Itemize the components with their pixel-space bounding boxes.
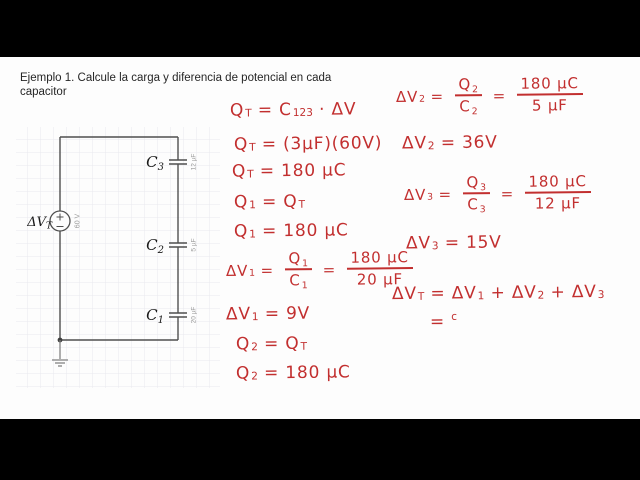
capacitor-c1-value: 20 µF xyxy=(190,306,198,324)
equation-dv1-result: ΔV 1 = 9V xyxy=(225,303,311,325)
fraction: $\frac{\text{180 µC}}{\text{20 µF}}$ xyxy=(346,249,413,289)
grid-paper xyxy=(16,127,220,388)
equation-qt-result: Q T = 180 µC xyxy=(231,160,347,182)
equation-q2-equals-qt: Q 2 = Q T xyxy=(235,333,308,355)
source-value: 60 V xyxy=(74,213,82,229)
equation-qt-values: Q T = (3µF)(60V) xyxy=(233,133,383,155)
equation-q2-result: Q 2 = 180 µC xyxy=(235,362,351,384)
problem-title: Ejemplo 1. Calcule la carga y diferencia de potencial en cada capacitor xyxy=(20,72,332,98)
equation-dv2-formula: ΔV 2 = $\frac{Q2}{C2}$ = $\frac{\text{180 µC}}{\text{5 µF}}$ xyxy=(396,75,588,117)
capacitor-c3-value: 12 µF xyxy=(190,153,198,171)
capacitor-c3-label: $C_3$ xyxy=(146,153,164,173)
fraction: $\frac{\text{180 µC}}{\text{5 µF}}$ xyxy=(516,75,583,115)
equation-dv1-formula: ΔV 1 = $\frac{Q1}{C1}$ = $\frac{\text{180 µC}}{\text{20 µF}}$ xyxy=(226,249,418,291)
equation-qt-formula: Q T = C 123 · ΔV xyxy=(229,99,357,121)
capacitor-c1-label: $C_1$ xyxy=(146,306,164,326)
capacitor-c2-label: $C_2$ xyxy=(146,236,164,256)
equation-dvt-partial: = c xyxy=(429,310,458,333)
slide-content xyxy=(0,57,640,419)
circuit-diagram xyxy=(14,126,222,390)
capacitor-c2-value: 5 µF xyxy=(190,238,198,252)
equation-q1-equals-qt: Q 1 = Q T xyxy=(233,191,306,213)
equation-dvt-sum: ΔV T = ΔV 1 + ΔV 2 + ΔV 3 xyxy=(391,281,605,305)
fraction: $\frac{\text{180 µC}}{\text{12 µF}}$ xyxy=(524,173,591,213)
source-label: ΔVT xyxy=(27,215,52,232)
equation-dv3-result: ΔV 3 = 15V xyxy=(405,232,502,254)
fraction: $\frac{Q3}{C3}$ xyxy=(462,174,490,214)
equation-dv2-result: ΔV 2 = 36V xyxy=(401,132,498,154)
letterbox-bottom xyxy=(0,419,640,480)
letterbox-top xyxy=(0,0,640,57)
equation-dv3-formula: ΔV 3 = $\frac{Q3}{C3}$ = $\frac{\text{180 µC}}{\text{12 µF}}$ xyxy=(404,173,596,215)
fraction: $\frac{Q1}{C1}$ xyxy=(284,250,312,290)
equation-q1-result: Q 1 = 180 µC xyxy=(233,220,349,242)
fraction: $\frac{Q2}{C2}$ xyxy=(454,76,482,116)
